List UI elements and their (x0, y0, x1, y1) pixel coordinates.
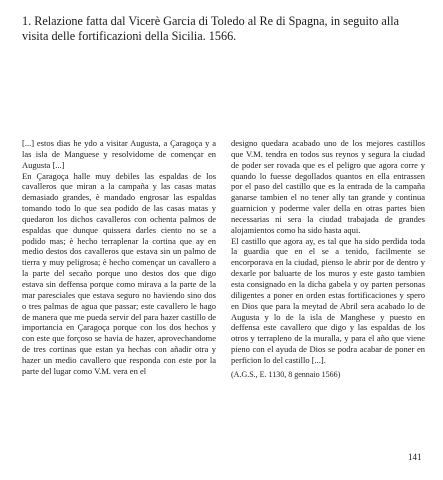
paragraph-1: [...] estos dias he ydo a visitar Augusta, a Çaragoça y a las isla de Manguese y resolvidome de començar en Augusta [...] (22, 138, 216, 170)
paragraph-3: designo quedara acabado uno de los mejores castillos que V.M. tendra en todos sus reynos y segura la ciudad de poder ser rovada que es el peligro que agora corre y quando lo fuesse degollados quantos en ella entrassen por el paso del castillo que es la entrada de la campaña ganarse tambien el no tener ally tan grande y continua guarnicion y poderme valer della en otras partes bien necessarias ni sera la ciudad trabajada de grandes alojamientos como ha sido hasta aqui. (231, 138, 425, 235)
page-number: 141 (408, 452, 422, 462)
left-text-column (22, 138, 216, 377)
paragraph-4: El castillo que agora ay, es tal que ha sido perdida toda la guardia que en el se a tenido, facilmente se encorporava en la ciudad, pienso le abrir por de dentro y dexarle por baluarte de los muros y este gasto tambien esta consignado en la dicha gabela y oy parten personas diligentes a poner en orden estas fortificaciones y spero en Dios que para la meytad de Abril sera acabado lo de Augusta y lo de la isla de Manghese y puesto en deffensa este cavallero que digo y las espaldas de los otros y terrapleno de la muralla, y para el año que viene pieno con el ayuda de Dios se podra acabar de poner en perficion lo del castillo [...]. (231, 235, 425, 365)
right-text-column (231, 138, 425, 381)
document-title: 1. Relazione fatta dal Vicerè Garcia di Toledo al Re di Spagna, in seguito alla visita delle fortificazioni della Sicilia. 1566. (22, 14, 400, 43)
archive-citation: (A.G.S., E. 1130, 8 gennaio 1566) (231, 369, 341, 379)
paragraph-2: En Çaragoça halle muy debiles las espaldas de los cavalleros que miran a la campaña y las casas matas demasiado grandes, è mandado engrosar las espaldas tomando todo lo que sea podido de las casas matas y quedaron los dichos cavalleros con ochenta palmos de espaldas que dunque quissera darles ciento no se a podido mas; è hecho terraplenar la cortina que ay en medio destos dos cavalleros que estava sin un palmo de tierra y muy peligrosa; è hecho començar un cavallero a la parte del secaño porque uno destos dos que digo estava sin deffensa porque como mirava a la parte de la mar paresciales que estava seguro no haviendo sino dos o tres palmas de agua que passar; este cavallero le hago de manera que me pueda servir del para hazer castillo de importancia en Çaragoça porque con los dos hechos y con este que forçoso se havia de hazer, aprovechandome de tres cortinas que estan ya hechas con añadir otra y hazer un medio cavallero que responda con este por la parte del lugar como V.M. vera en el (22, 170, 216, 376)
